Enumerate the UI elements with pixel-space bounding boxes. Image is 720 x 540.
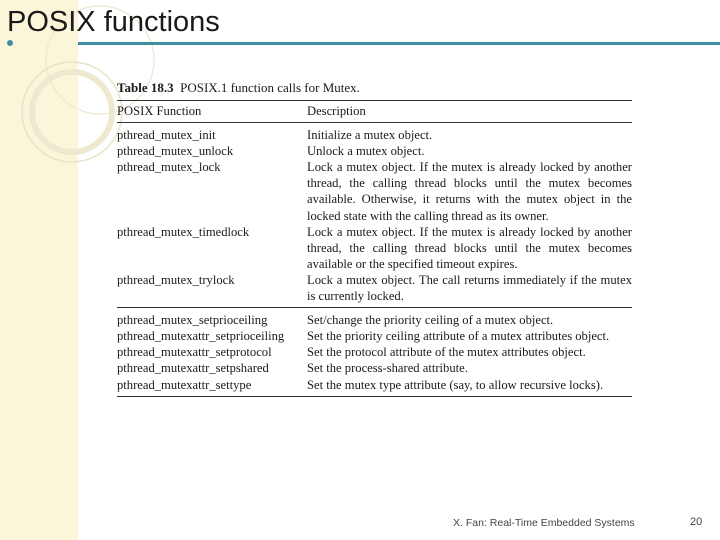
table-row <box>117 328 632 344</box>
slide-footer: X. Fan: Real-Time Embedded Systems <box>453 517 635 529</box>
table-row <box>117 224 632 272</box>
page-number: 20 <box>690 516 703 528</box>
function-description: Lock a mutex object. The call returns immediately if the mutex is currently locked. <box>307 272 632 304</box>
function-name: pthread_mutexattr_settype <box>117 377 252 392</box>
title-rule-dot <box>7 40 13 46</box>
function-description: Initialize a mutex object. <box>307 123 632 144</box>
function-name: pthread_mutex_unlock <box>117 144 234 159</box>
table-row <box>117 360 632 376</box>
posix-mutex-table <box>117 101 632 396</box>
mutex-table-figure <box>117 80 632 397</box>
slide-title: POSIX functions <box>7 6 220 38</box>
header-posix-function: POSIX Function <box>117 104 202 118</box>
table-row <box>117 143 632 159</box>
function-name: pthread_mutex_trylock <box>117 272 235 287</box>
table-row <box>117 123 632 144</box>
function-description: Set the protocol attribute of the mutex attributes object. <box>307 345 586 360</box>
table-caption-label: Table 18.3 <box>117 80 174 95</box>
function-description: Set the priority ceiling attribute of a mutex attributes object. <box>307 329 610 344</box>
function-description: Set the mutex type attribute (say, to allow recursive locks). <box>307 377 604 392</box>
function-description: Set/change the priority ceiling of a mutex object. <box>307 308 632 329</box>
function-name: pthread_mutexattr_setprotocol <box>117 345 272 360</box>
header-description: Description <box>307 104 366 118</box>
table-caption-text: POSIX.1 function calls for Mutex. <box>180 80 360 95</box>
function-name: pthread_mutex_setprioceiling <box>117 308 307 329</box>
table-row <box>117 344 632 360</box>
function-description: Unlock a mutex object. <box>307 144 425 159</box>
table-caption <box>117 80 632 96</box>
table-header-row <box>117 101 632 123</box>
title-underline <box>78 42 720 45</box>
deco-circle-middle <box>32 72 112 152</box>
function-name: pthread_mutex_lock <box>117 160 221 175</box>
table-row <box>117 272 632 308</box>
table-bottom-rule <box>117 396 632 397</box>
function-name: pthread_mutexattr_setpshared <box>117 361 269 376</box>
table-row <box>117 159 632 223</box>
table-row <box>117 308 632 329</box>
deco-circle-outer <box>22 62 122 162</box>
function-description: Set the process-shared attribute. <box>307 361 468 376</box>
function-description: Lock a mutex object. If the mutex is already locked by another thread, the calling thread blocks until the mutex becomes available or the specified timeout expires. <box>307 224 632 271</box>
function-name: pthread_mutex_init <box>117 123 307 144</box>
function-description: Lock a mutex object. If the mutex is already locked by another thread, the calling thread blocks until the mutex becomes available. Otherwise, it returns with the mutex object in the locked state with the calling thread as its owner. <box>307 160 632 223</box>
table-row <box>117 377 632 396</box>
function-name: pthread_mutexattr_setprioceiling <box>117 329 285 344</box>
function-name: pthread_mutex_timedlock <box>117 224 250 239</box>
